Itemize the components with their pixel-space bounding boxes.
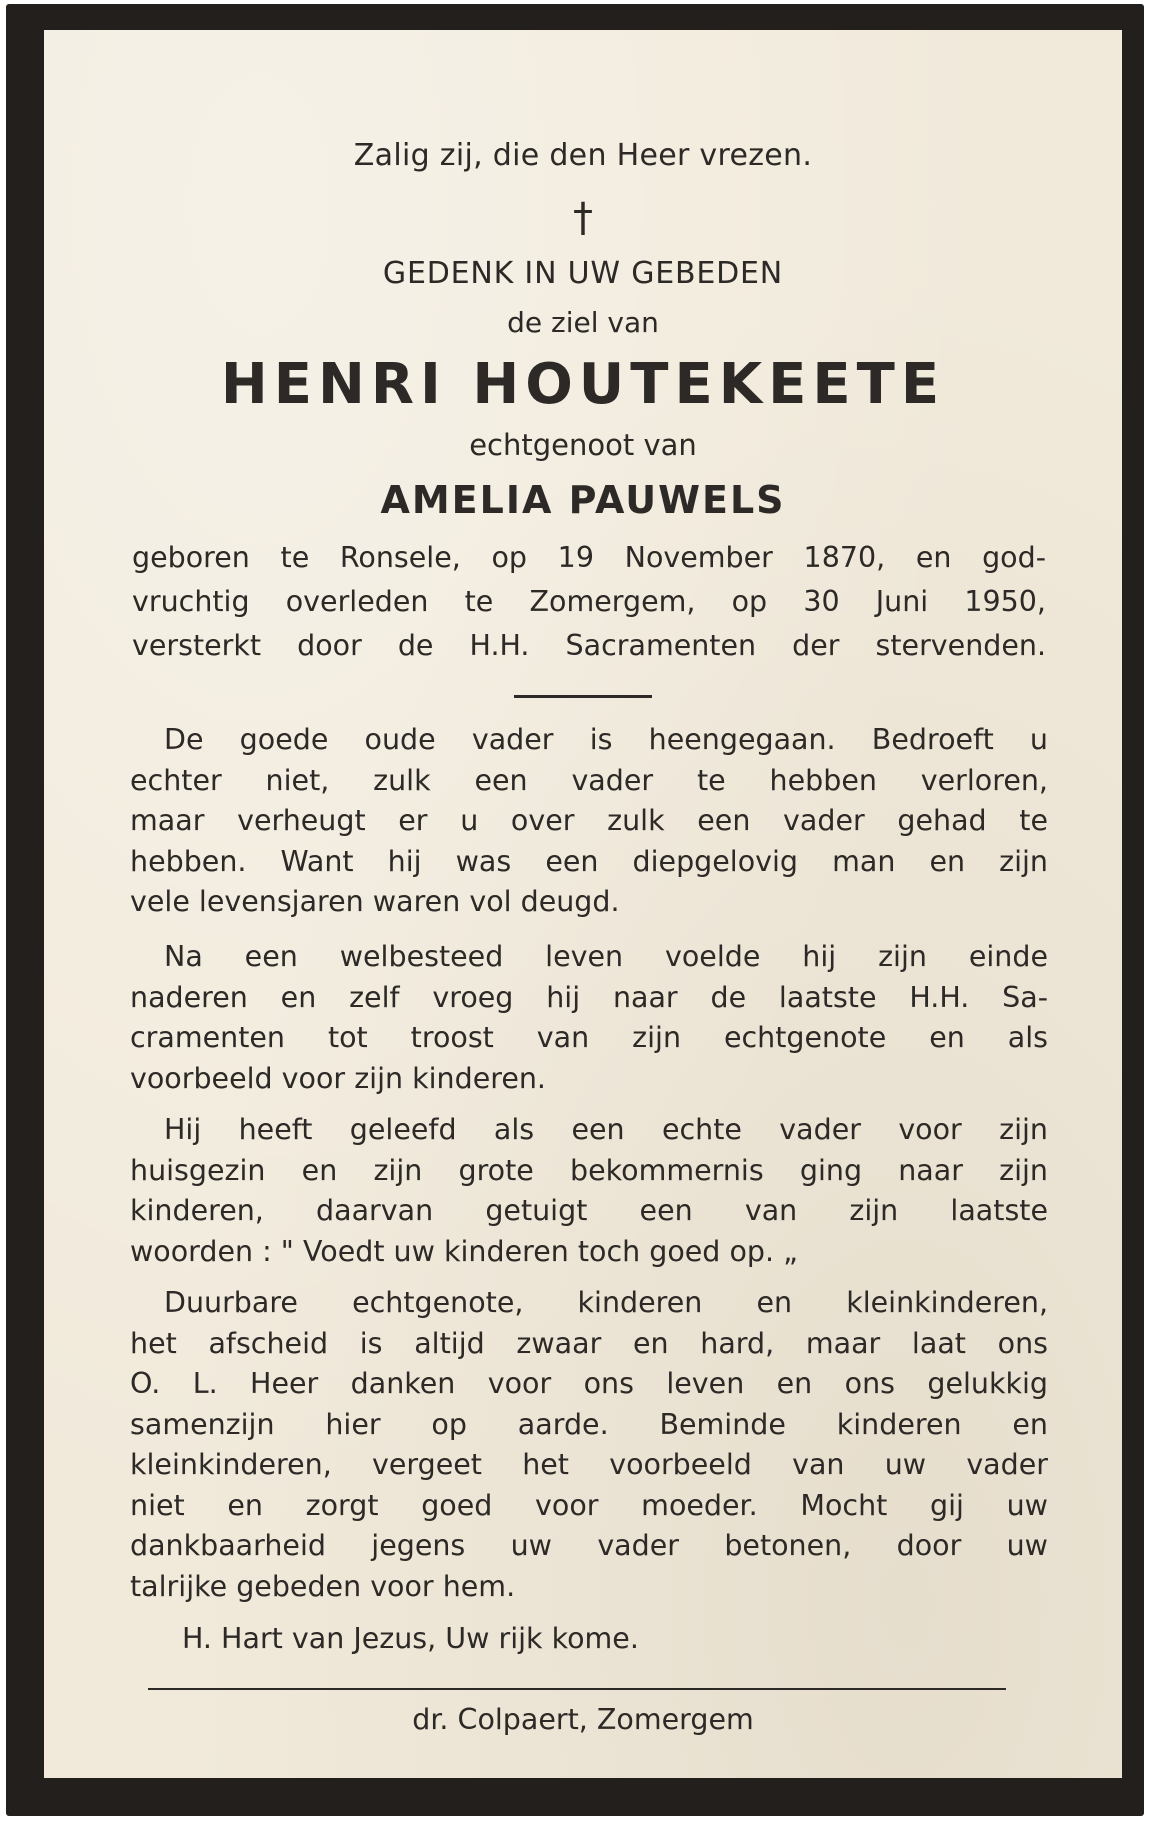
paragraph-1 xyxy=(130,720,1048,923)
birth-line: versterkt door de H.H. Sacramenten der stervenden. xyxy=(132,629,1046,662)
paragraph-3 xyxy=(130,1110,1048,1272)
text-line: Duurbare echtgenote, kinderen en kleinkinderen, xyxy=(164,1286,1048,1319)
closing-prayer: H. Hart van Jezus, Uw rijk kome. xyxy=(182,1622,639,1655)
text-line: kleinkinderen, vergeet het voorbeeld van uw vader xyxy=(130,1448,1048,1481)
divider-long xyxy=(148,1688,1006,1690)
birth-line: vruchtig overleden te Zomergem, op 30 Juni 1950, xyxy=(132,585,1046,618)
memorial-card xyxy=(44,30,1122,1778)
spouse-name: AMELIA PAUWELS xyxy=(380,478,786,522)
text-line: Hij heeft geleefd als een echte vader voor zijn xyxy=(164,1113,1048,1146)
text-line: hebben. Want hij was een diepgelovig man en zijn xyxy=(130,844,1048,878)
text-line: Na een welbesteed leven voelde hij zijn einde xyxy=(164,940,1048,973)
cross-icon: † xyxy=(573,195,593,241)
paragraph-2 xyxy=(130,937,1048,1099)
text-line: dankbaarheid jegens uw vader betonen, door uw xyxy=(130,1529,1048,1562)
text-line: De goede oude vader is heengegaan. Bedroeft u xyxy=(164,723,1048,756)
text-line: O. L. Heer danken voor ons leven en ons gelukkig xyxy=(130,1367,1048,1400)
printer-credit: dr. Colpaert, Zomergem xyxy=(412,1703,754,1736)
text-line: het afscheid is altijd zwaar en hard, maar laat ons xyxy=(130,1326,1048,1360)
text-line: niet en zorgt goed voor moeder. Mocht gij uw xyxy=(130,1488,1048,1522)
mourning-card-border xyxy=(6,4,1144,1816)
birth-death-details xyxy=(132,536,1046,668)
text-line: talrijke gebeden voor hem. xyxy=(130,1569,516,1603)
paragraph-4 xyxy=(130,1283,1048,1607)
spouse-label: echtgenoot van xyxy=(469,428,697,462)
deceased-name: HENRI HOUTEKEETE xyxy=(220,352,946,417)
text-line: cramenten tot troost van zijn echtgenote en als xyxy=(130,1021,1048,1054)
text-line: woorden : " Voedt uw kinderen toch goed op. „ xyxy=(130,1234,798,1268)
text-line: vele levensjaren waren vol deugd. xyxy=(130,885,620,918)
birth-line: geboren te Ronsele, op 19 November 1870, en god- xyxy=(132,541,1046,574)
text-line: naderen en zelf vroeg hij naar de laatste H.H. Sa- xyxy=(130,980,1048,1014)
text-line: kinderen, daarvan getuigt een van zijn laatste xyxy=(130,1194,1048,1227)
text-line: voorbeeld voor zijn kinderen. xyxy=(130,1061,546,1095)
text-line: maar verheugt er u over zulk een vader gehad te xyxy=(130,804,1048,837)
text-line: huisgezin en zijn grote bekommernis ging naar zijn xyxy=(130,1153,1048,1187)
heading: GEDENK IN UW GEBEDEN xyxy=(382,256,784,291)
motto: Zalig zij, die den Heer vrezen. xyxy=(353,138,813,173)
text-line: samenzijn hier op aarde. Beminde kinderen en xyxy=(130,1407,1048,1441)
divider-short xyxy=(514,695,652,698)
soul-of-label: de ziel van xyxy=(507,306,659,339)
text-line: echter niet, zulk een vader te hebben verloren, xyxy=(130,763,1048,797)
